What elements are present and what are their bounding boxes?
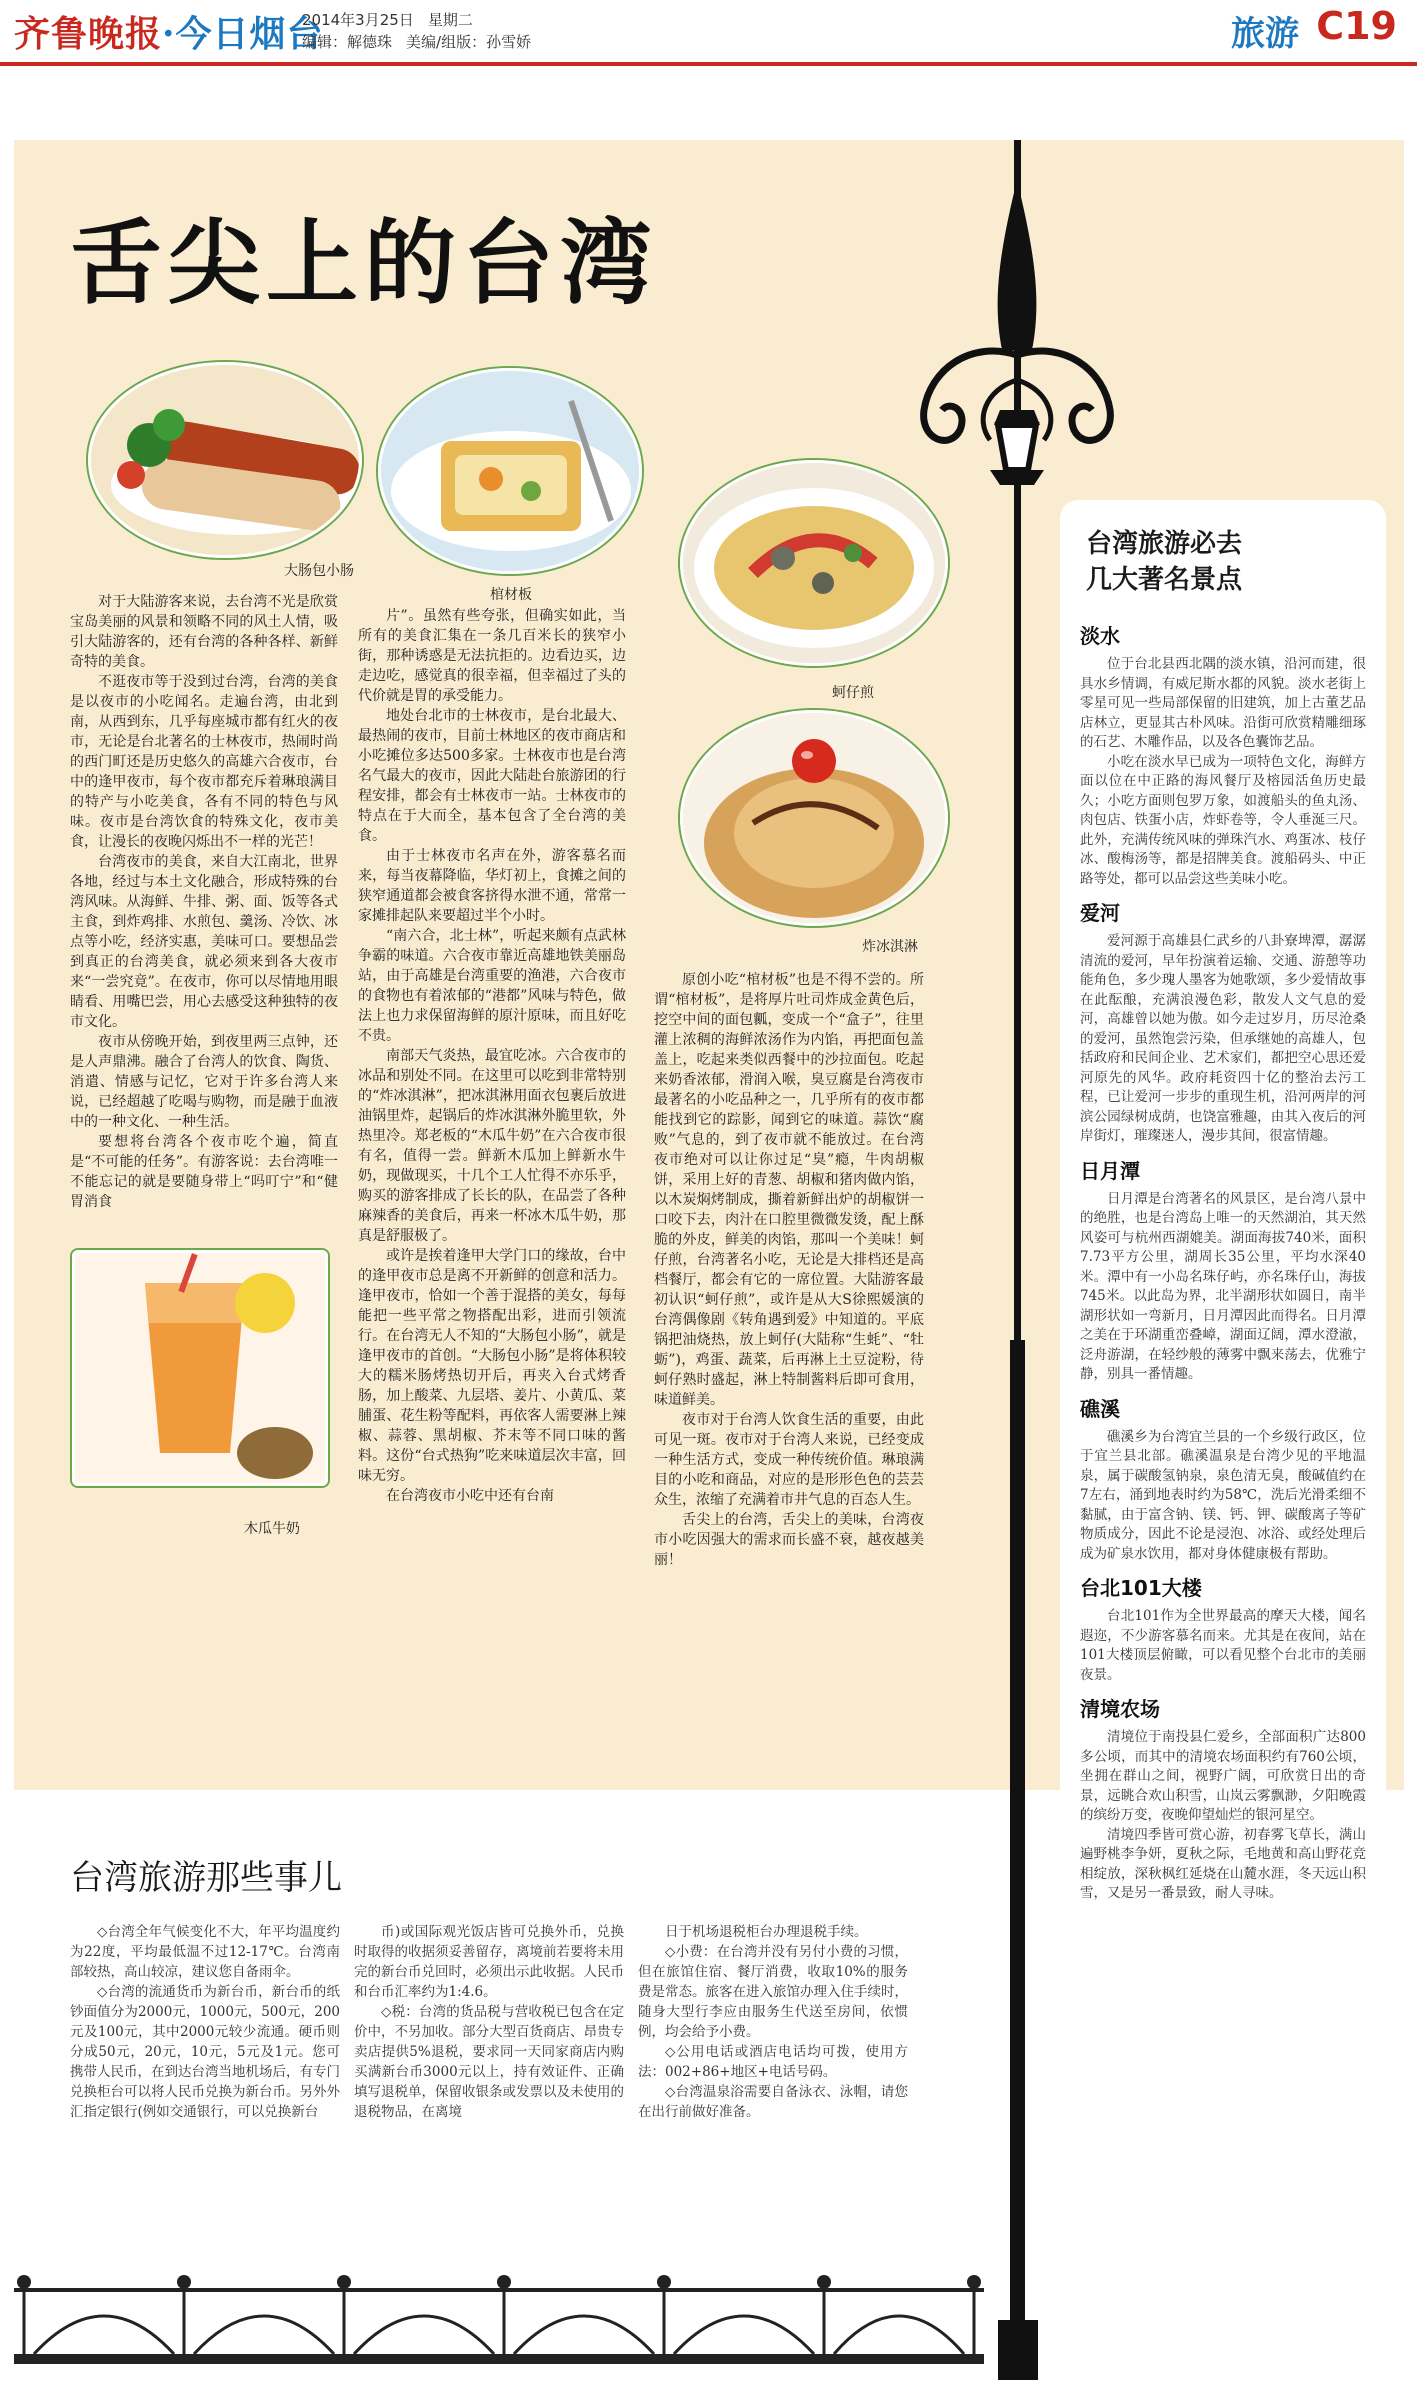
caption-oyster-omelette: 蚵仔煎	[832, 685, 874, 701]
tips-column-3	[638, 1922, 908, 2122]
spot-name: 淡水	[1080, 624, 1120, 648]
tip-para: ◇台湾温泉浴需要自备泳衣、泳帽，请您在出行前做好准备。	[638, 2084, 908, 2120]
col3-para-1: 原创小吃“棺材板”也是不得不尝的。所谓“棺材板”，是将厚片吐司炸成金黄色后，挖空中间的面包瓤，变成一个“盒子”，往里灌上浓稠的海鲜浓汤作为内馅，再把面包盖盖上，吃起来类似西餐中的沙拉面包。吃起来奶香浓郁，滑润入喉，臭豆腐是台湾夜市最著名的小吃品种之一，几乎所有的夜市都能找到它的踪影，闻到它的味道。蒜饮“腐败”气息的，到了夜市就不能放过。在台湾夜市绝对可以让你过足“臭”瘾，牛肉胡椒饼，采用上好的青葱、胡椒和猪肉做内馅，以木炭焖烤制成，撕着新鲜出炉的胡椒饼一口咬下去，肉汁在口腔里微微发烫，配上酥脆的外皮，鲜美的肉馅，那叫一个美味！蚵仔煎，台湾著名小吃，无论是大排档还是高档餐厅，都会有它的一席位置。大陆游客最初认识“蚵仔煎”，或许是从大S徐熙媛演的台湾偶像剧《转角遇到爱》中知道的。平底锅把油烧热，放上蚵仔(大陆称“生蚝”、“牡蛎”)，鸡蛋、蔬菜，后再淋上土豆淀粉，待蚵仔熟时盛起，淋上特制酱料后即可食用，味道鲜美。	[654, 972, 924, 1408]
spot-text: 清境四季皆可赏心游，初春雾飞草长，满山遍野桃李争妍，夏秋之际，毛地黄和高山野花竞相绽放，深秋枫红延烧在山麓水涯，冬天远山积雪，又是另一番景致，耐人寻味。	[1080, 1826, 1366, 1901]
caption-papaya-milk: 木瓜牛奶	[244, 1521, 300, 1537]
tips-column-1	[70, 1922, 340, 2122]
col3-para-2: 夜市对于台湾人饮食生活的重要，由此可见一斑。夜市对于台湾人来说，已经变成一种生活方式，变成一种传统价值。琳琅满目的小吃和商品，对应的是形形色色的芸芸众生，浓缩了充满着市井气息的百态人生。	[654, 1412, 924, 1508]
tip-para: 币)或国际观光饭店皆可兑换外币，兑换时取得的收据须妥善留存，离境前若要将未用完的新台币兑回时，必须出示此收据。人民币和台币汇率约为1:4.6。	[354, 1924, 624, 2000]
spot-item	[1080, 1693, 1366, 1904]
spot-text: 日月潭是台湾著名的风景区，是台湾八景中的绝胜，也是台湾岛上唯一的天然湖泊，其天然风姿可与杭州西湖媲美。湖面海拔740米，面积7.73平方公里，湖周长35公里，平均水深40米。潭中有一小岛名珠仔屿，亦名珠仔山，海拔745米。以此岛为界，北半湖形状如圆日，南半湖形状如一弯新月，日月潭因此而得名。日月潭之美在于环湖重峦叠嶂，湖面辽阔，潭水澄澈，泛舟游湖，在轻纱般的薄雾中飘来荡去，优雅宁静，别具一番情趣。	[1080, 1190, 1366, 1382]
spots-box	[1060, 500, 1386, 2280]
col2-para-2: 地处台北市的士林夜市，是台北最大、最热闹的夜市，目前士林地区的夜市商店和小吃摊位多达500多家。士林夜市也是台湾名气最大的夜市，因此大陆赴台旅游团的行程安排，都会有士林夜市一站。士林夜市的特点在于大而全，基本包含了全台湾的美食。	[358, 708, 626, 844]
photo-sausage	[88, 362, 362, 558]
article-column-1	[70, 592, 338, 1212]
spot-text: 小吃在淡水早已成为一项特色文化，海鲜方面以位在中正路的海风餐厅及榕园活鱼历史最久；小吃方面则包罗万象，如渡船头的鱼丸汤、肉包店、铁蛋小店，炸虾卷等，令人垂涎三尺。此外，充满传统风味的弹珠汽水、鸡蛋冰、枝仔冰、酸梅汤等，都是招牌美食。渡船码头、中正路等处，都可以品尝这些美味小吃。	[1080, 753, 1366, 887]
col1-para-2: 不逛夜市等于没到过台湾，台湾的美食是以夜市的小吃闻名。走遍台湾，由北到南，从西到东，几乎每座城市都有红火的夜市，无论是台北著名的士林夜市，热闹时尚的西门町还是历史悠久的高雄六合夜市，台中的逢甲夜市，每个夜市都充斥着琳琅满目的特产与小吃美食，各有不同的特色与风味。夜市是台湾饮食的特殊文化，夜市美食，让漫长的夜晚闪烁出不一样的光芒！	[70, 674, 338, 850]
col2-para-6: 或许是挨着逢甲大学门口的缘故，台中的逢甲夜市总是离不开新鲜的创意和活力。逢甲夜市，恰如一个善于混搭的美女，每每能把一些平常之物搭配出彩，进而引领流行。在台湾无人不知的“大肠包小肠”，就是逢甲夜市的首创。“大肠包小肠”是将体积较大的糯米肠烤热切开后，再夹入台式烤香肠，加上酸菜、九层塔、姜片、小黄瓜、菜脯蛋、花生粉等配料，再依客人需要淋上辣椒、蒜蓉、黑胡椒、芥末等不同口味的酱料。这份“台式热狗”吃来味道层次丰富，回味无穷。	[358, 1248, 626, 1484]
section-name: 旅游	[1231, 14, 1299, 54]
col3-para-3: 舌尖上的台湾，舌尖上的美味，台湾夜市小吃因强大的需求而长盛不衰，越夜越美丽！	[654, 1512, 924, 1568]
tip-para: ◇台湾全年气候变化不大，年平均温度约为22度，平均最低温不过12-17℃。台湾南部较热，高山较凉，建议您自备雨伞。	[70, 1924, 340, 1980]
spot-item	[1080, 1572, 1366, 1685]
photo-papaya-milk	[72, 1250, 328, 1486]
logo-red: 齐鲁晚报	[14, 13, 163, 55]
article-column-3	[654, 970, 924, 1570]
col1-para-5: 要想将台湾各个夜市吃个遍，简直是“不可能的任务”。有游客说：去台湾唯一不能忘记的就是要随身带上“吗叮宁”和“健胃消食	[70, 1134, 338, 1210]
spot-text: 台北101作为全世界最高的摩天大楼，闻名遐迩，不少游客慕名而来。尤其是在夜间，站在101大楼顶层俯瞰，可以看见整个台北市的美丽夜景。	[1080, 1608, 1366, 1683]
tip-para: ◇小费：在台湾并没有另付小费的习惯，但在旅馆住宿、餐厅消费，收取10%的服务费是常态。旅客在进入旅馆办理入住手续时，随身大型行李应由服务生代送至房间，依惯例，均会给予小费。	[638, 1944, 908, 2040]
spot-text: 清境位于南投县仁爱乡，全部面积广达800多公顷，而其中的清境农场面积约有760公顷，坐拥在群山之间，视野广阔，可欣赏日出的奇景，远眺合欢山积雪，山岚云雾飘渺，夕阳晚霞的缤纷万变，夜晚仰望灿烂的银河星空。	[1080, 1729, 1366, 1823]
header-rule	[0, 62, 1417, 66]
spot-text: 爱河源于高雄县仁武乡的八卦寮埤潭，潺潺清流的爱河，早年扮演着运输、交通、游憩等功能角色，多少瑰人墨客为她歌颂，多少爱情故事在此酝酿，充满浪漫色彩，散发人文气息的爱河，高雄曾以她为傲。如今走过岁月，历尽沧桑的爱河，虽然饱尝污染，但承继她的高雄人，包括政府和民间企业、艺术家们，都把空心思还爱河原先的风华。政府耗资四十亿的整治去污工程，已让爱河一步步的重现生机，沿河两岸的河滨公园绿树成荫，也饶富雅趣，由其入夜后的河岸街灯，璀璨迷人，漫步其间，很富情趣。	[1080, 933, 1366, 1144]
col2-para-5: 南部天气炎热，最宜吃冰。六合夜市的冰品和别处不同。在这里可以吃到非常特别的“炸冰淇淋”，把冰淇淋用面衣包裹后放进油锅里炸，起锅后的炸冰淇淋外脆里软，外热里冷。郑老板的“木瓜牛奶”在六合夜市很有名，值得一尝。鲜新木瓜加上鲜新水牛奶，现做现买，十几个工人忙得不亦乐乎，购买的游客排成了长长的队，在品尝了各种麻辣香的美食后，再来一杯冰木瓜牛奶，那真是舒服极了。	[358, 1048, 626, 1244]
spot-text: 位于台北县西北隅的淡水镇，沿河而建，很具水乡情调，有威尼斯水都的风貌。淡水老街上零星可见一些局部保留的旧建筑，加上古董艺品店林立，更显其古朴风味。沿街可欣赏精雕细琢的石艺、木雕作品，以及各色囊饰艺品。	[1080, 656, 1366, 750]
editor-credit: 编辑：解德珠	[302, 33, 393, 51]
col2-para-3: 由于士林夜市名声在外，游客慕名而来，每当夜幕降临，华灯初上，食摊之间的狭窄通道都会被食客挤得水泄不通，常常一家摊排起队来要超过半个小时。	[358, 848, 626, 924]
col2-para-4: “南六合，北士林”，听起来颇有点武林争霸的味道。六合夜市靠近高雄地铁美丽岛站，由于高雄是台湾重要的渔港，六合夜市的食物也有着浓郁的“港都”风味与特色，做法上也力求保留海鲜的原汁原味，而且好吃不贵。	[358, 928, 626, 1044]
logo-blue: ·今日烟台	[162, 13, 324, 55]
caption-coffin-bread: 棺材板	[490, 587, 532, 603]
spot-name: 爱河	[1080, 901, 1120, 925]
spot-item	[1080, 620, 1366, 889]
col2-para-7: 在台湾夜市小吃中还有台南	[386, 1488, 554, 1504]
photo-fried-icecream	[680, 710, 948, 926]
tip-para: 日于机场退税柜台办理退税手续。	[665, 1924, 868, 1940]
issue-date: 2014年3月25日	[302, 11, 414, 29]
caption-fried-icecream: 炸冰淇淋	[862, 939, 918, 955]
page-number: C19	[1316, 4, 1397, 48]
spot-name: 日月潭	[1080, 1158, 1140, 1183]
col2-para-1: 片”。虽然有些夸张，但确实如此，当所有的美食汇集在一条几百米长的狭窄小街，那种诱惑是无法抗拒的。边看边买，边走边吃，感觉真的很幸福，但幸福过了头的代价就是胃的承受能力。	[358, 608, 626, 704]
tips-box	[34, 1810, 944, 2280]
tip-para: ◇台湾的流通货币为新台币，新台币的纸钞面值分为2000元，1000元，500元，200元及100元，其中2000元较少流通。硬币则分成50元，20元，10元，5元及1元。您可携带人民币，在到达台湾当地机场后，有专门兑换柜台可以将人民币兑换为新台币。另外外汇指定银行(例如交通银行，可以兑换新台	[70, 1984, 340, 2120]
spot-name: 清境农场	[1080, 1697, 1160, 1721]
spot-text: 礁溪乡为台湾宜兰县的一个乡级行政区，位于宜兰县北部。礁溪温泉是台湾少见的平地温泉，属于碳酸氢钠泉，泉色清无臭，酸碱值约在7左右，涌到地表时约为58℃，洗后光滑柔细不黏腻，由于富含钠、镁、钙、钾、碳酸离子等矿物质成分，因此不论是浸泡、冰浴、或经处理后成为矿泉水饮用，都对身体健康极有帮助。	[1080, 1428, 1366, 1562]
col1-para-1: 对于大陆游客来说，去台湾不光是欣赏宝岛美丽的风景和领略不同的风土人情，吸引大陆游客的，还有台湾的各种各样、新鲜奇特的美食。	[70, 594, 338, 670]
spot-item	[1080, 897, 1366, 1147]
spots-title-line-2: 几大著名景点	[1086, 565, 1243, 595]
spot-name: 台北101大楼	[1080, 1576, 1202, 1600]
iron-fence-illustration	[14, 2268, 984, 2364]
tip-para: ◇公用电话或酒店电话均可拨，使用方法：002+86+地区+电话号码。	[638, 2044, 908, 2080]
col1-para-4: 夜市从傍晚开始，到夜里两三点钟，还是人声鼎沸。融合了台湾人的饮食、陶货、消遣、情感与记忆，它对于许多台湾人来说，已经超越了吃喝与购物，而是融于血液中的一种文化、一种生活。	[70, 1034, 338, 1130]
issue-weekday: 星期二	[427, 11, 473, 29]
photo-oyster-omelette	[680, 460, 948, 666]
caption-sausage: 大肠包小肠	[284, 563, 354, 579]
designer-credit: 美编/组版：孙雪娇	[406, 33, 532, 51]
spot-item	[1080, 1393, 1366, 1565]
tip-para: ◇税：台湾的货品税与营收税已包含在定价中，不另加收。部分大型百货商店、昂贵专卖店提供5%退税，要求同一天同家商店内购买满新台币3000元以上，持有效证件、正确填写退税单，保留收银条或发票以及未使用的退税物品，在离境	[354, 2004, 624, 2120]
tips-title: 台湾旅游那些事儿	[70, 1858, 342, 1898]
col1-para-3: 台湾夜市的美食，来自大江南北，世界各地，经过与本土文化融合，形成特殊的台湾风味。从海鲜、牛排、粥、面、饭等各式主食，到炸鸡排、水煎包、羹汤、冷饮、冰点等小吃，经济实惠，美味可口。要想品尝到真正的台湾美食，就必须来到各大夜市来“一尝究竟”。在夜市，你可以尽情地用眼睛看、用嘴巴尝，用心去感受这种独特的夜市文化。	[70, 854, 338, 1030]
article-title: 舌尖上的台湾	[70, 209, 659, 317]
spot-name: 礁溪	[1080, 1396, 1120, 1421]
page-header	[0, 0, 1417, 62]
spots-list	[1080, 612, 1366, 1904]
photo-coffin-bread	[378, 368, 642, 574]
newspaper-logo	[14, 6, 324, 57]
spot-item	[1080, 1155, 1366, 1385]
tips-column-2	[354, 1922, 624, 2122]
spots-title	[1086, 526, 1242, 598]
issue-meta	[302, 9, 545, 53]
spots-title-line-1: 台湾旅游必去	[1086, 529, 1243, 559]
article-column-2	[358, 606, 626, 1506]
